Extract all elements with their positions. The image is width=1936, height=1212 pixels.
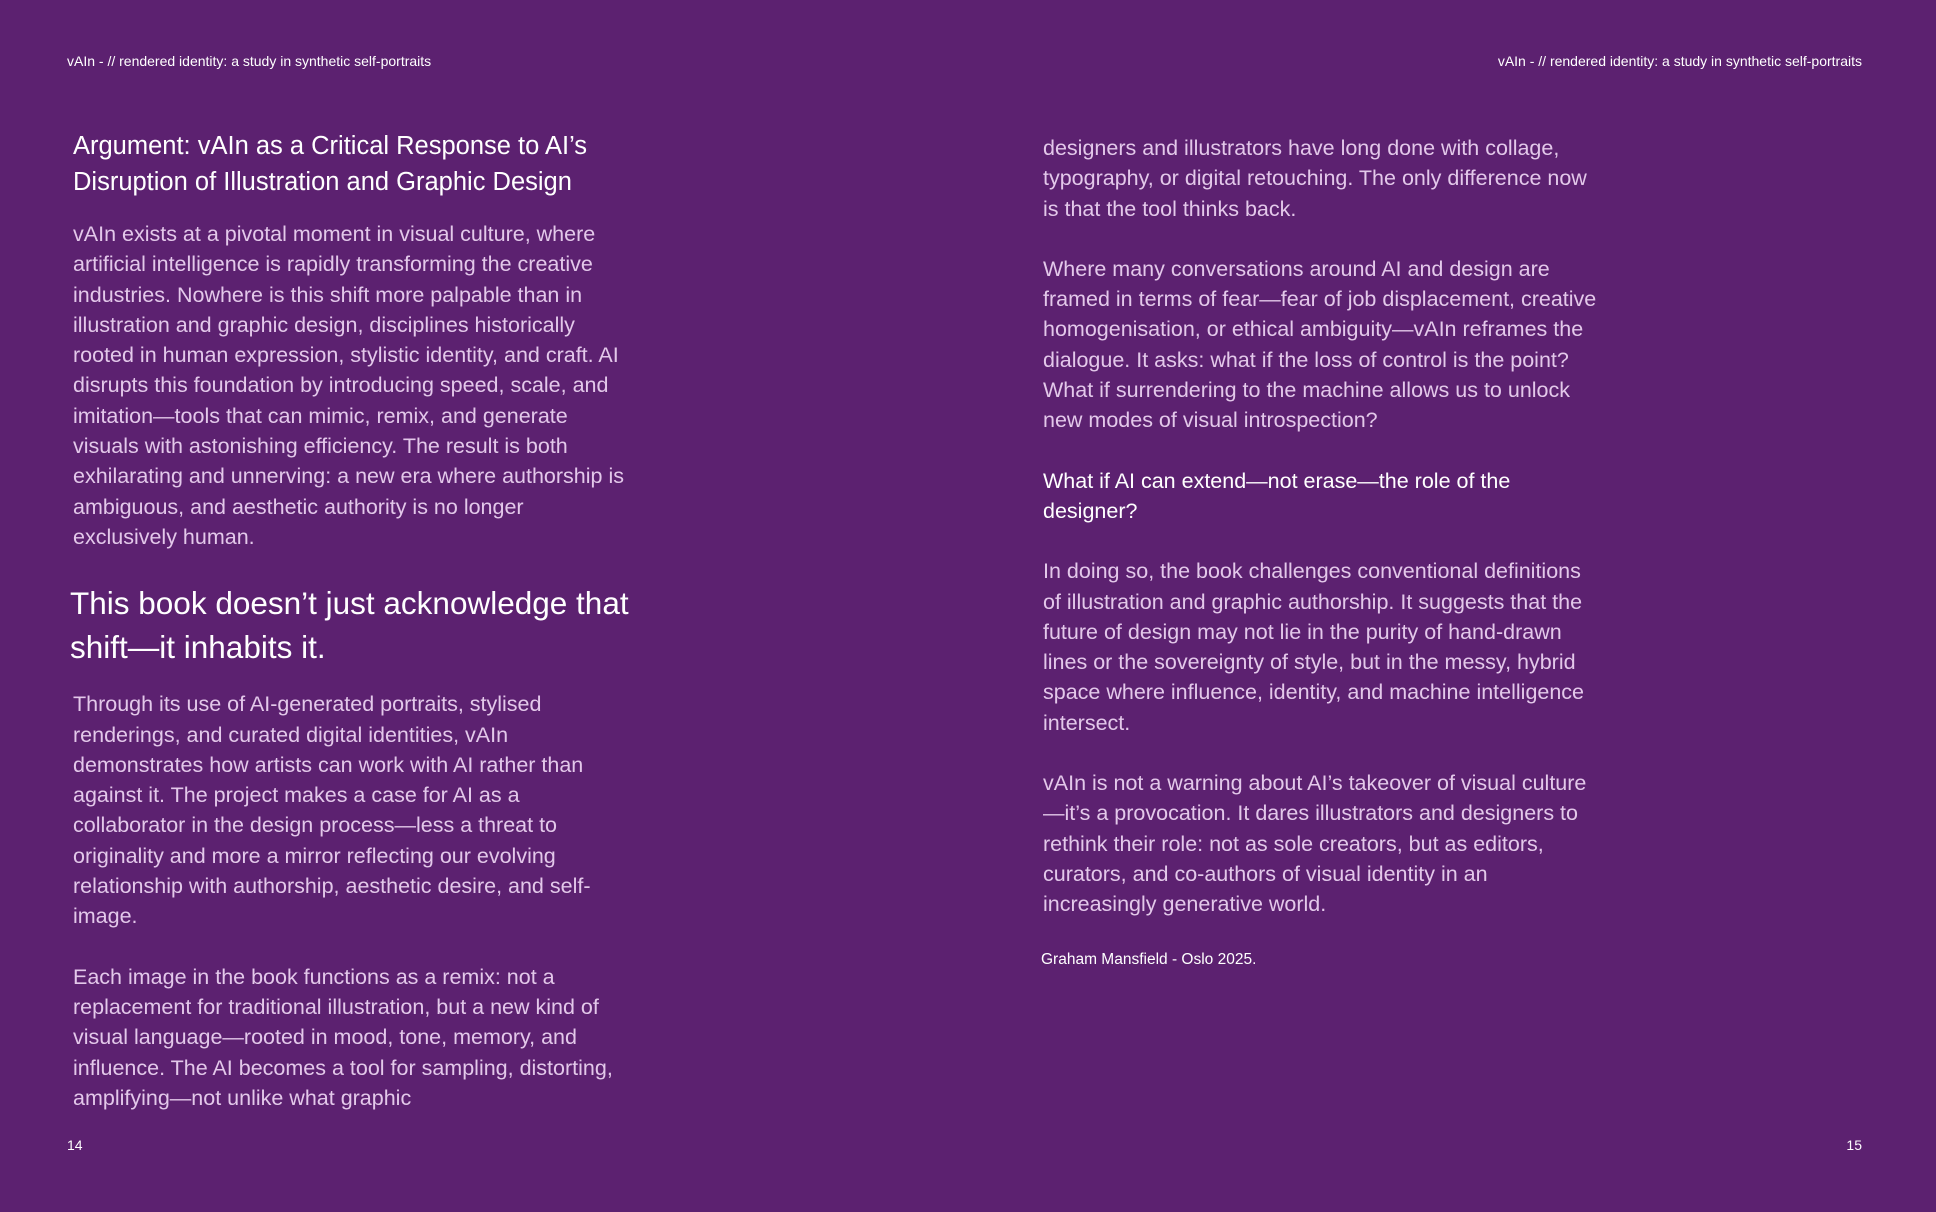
author-signature: Graham Mansfield - Oslo 2025. <box>1041 950 1257 968</box>
highlighted-question: What if AI can extend—not erase—the role of the designer? <box>1043 468 1511 523</box>
page-number: 14 <box>67 1137 83 1153</box>
body-paragraph: vAIn exists at a pivotal moment in visual culture, where artificial intelligence is rapidly transforming the creative industries. Nowhere is this shift more palpable than in illustration and graphic design, disciplines historically rooted in human expression, stylistic identity, and craft. AI disrupts this foundation by introducing speed, scale, and imitation—tools that can mimic, remix, and generate visuals with astonishing efficiency. The result is both exhilarating and unnerving: a new era where authorship is ambiguous, and aesthetic authority is no longer exclusively human. <box>73 222 624 549</box>
page-number: 15 <box>1846 1137 1862 1153</box>
left-text-column <box>70 128 633 1143</box>
body-paragraph: Through its use of AI-generated portraits, stylised renderings, and curated digital identities, vAIn demonstrates how artists can work with AI rather than against it. The project makes a case for AI as a collaborator in the design process—less a threat to originality and more a mirror reflecting our evolving relationship with authorship, aesthetic desire, and self-image. <box>73 692 591 929</box>
section-heading: Argument: vAIn as a Critical Response to AI’s Disruption of Illustration and Graphic Design <box>73 132 588 196</box>
running-head: vAIn - // rendered identity: a study in synthetic self-portraits <box>67 53 432 69</box>
right-page <box>968 0 1936 1212</box>
body-paragraph: vAIn is not a warning about AI’s takeover of visual culture—it’s a provocation. It dares illustrators and designers to rethink their role: not as sole creators, but as editors, curators, and co-authors of visual identity in an increasingly generative world. <box>1043 771 1587 917</box>
pull-quote: This book doesn’t just acknowledge that shift—it inhabits it. <box>70 585 629 665</box>
body-paragraph: In doing so, the book challenges conventional definitions of illustration and graphic authorship. It suggests that the future of design may not lie in the purity of hand-drawn lines or the sovereignty of style, but in the messy, hybrid space where influence, identity, and machine intelligence intersect. <box>1043 559 1585 735</box>
body-paragraph: designers and illustrators have long done with collage, typography, or digital retouching. The only difference now is that the tool thinks back. <box>1043 136 1587 221</box>
right-text-column <box>1043 133 1603 970</box>
running-head: vAIn - // rendered identity: a study in synthetic self-portraits <box>1497 53 1862 69</box>
body-paragraph: Where many conversations around AI and design are framed in terms of fear—fear of job displacement, creative homogenisation, or ethical ambiguity—vAIn reframes the dialogue. It asks: what if the loss of control is the point? What if surrendering to the machine allows us to unlock new modes of visual introspection? <box>1043 256 1597 433</box>
body-paragraph: Each image in the book functions as a remix: not a replacement for traditional illustration, but a new kind of visual language—rooted in mood, tone, memory, and influence. The AI becomes a tool for sampling, distorting, amplifying—not unlike what graphic <box>73 964 613 1110</box>
